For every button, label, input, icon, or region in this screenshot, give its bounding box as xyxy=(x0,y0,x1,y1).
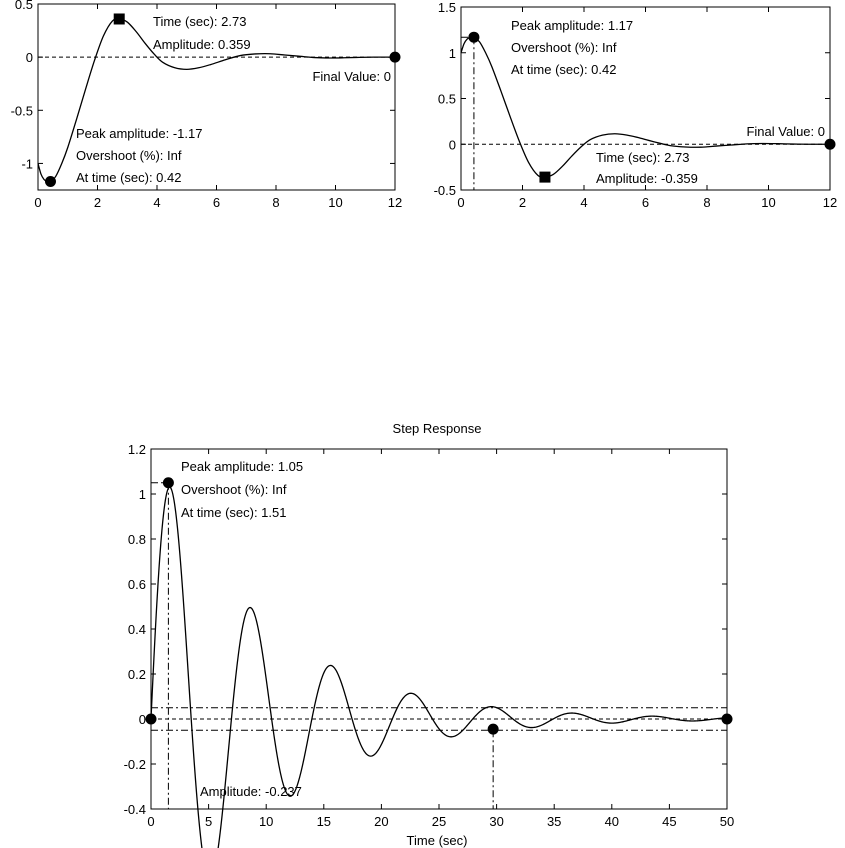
y-tick-label: 0 xyxy=(448,137,456,153)
y-tick-label: 1.5 xyxy=(437,0,456,15)
b-annotation-at-time: At time (sec): 1.51 xyxy=(181,505,287,520)
y-tick-label: 0.5 xyxy=(437,91,456,107)
y-tick-label: -0.4 xyxy=(123,802,146,817)
y-tick-label: 0.5 xyxy=(14,0,33,12)
tl-annotation-amplitude: Amplitude: 0.359 xyxy=(153,37,251,52)
y-tick-label: 1 xyxy=(448,45,456,61)
x-tick-label: 15 xyxy=(316,814,332,829)
tr-annotation-final-value: Final Value: 0 xyxy=(746,124,825,139)
bottom-plot-xlabel: Time (sec) xyxy=(406,833,468,848)
x-tick-label: 10 xyxy=(258,814,274,829)
y-tick-label: 0.8 xyxy=(127,532,146,547)
y-tick-label: 0 xyxy=(138,712,146,727)
bottom-plot-frame xyxy=(151,449,727,809)
x-tick-label: 10 xyxy=(761,195,776,210)
x-tick-label: 12 xyxy=(822,195,838,210)
x-tick-label: 5 xyxy=(204,814,213,829)
tr-annotation-overshoot: Overshoot (%): Inf xyxy=(511,40,617,55)
y-tick-label: -0.5 xyxy=(433,183,456,198)
y-tick-label: 0.2 xyxy=(127,667,146,682)
top-right-step-plot xyxy=(434,0,838,210)
tl-annotation-overshoot: Overshoot (%): Inf xyxy=(76,148,182,163)
b-annotation-peak-amplitude: Peak amplitude: 1.05 xyxy=(181,459,304,474)
x-tick-label: 10 xyxy=(328,195,343,210)
y-tick-label: -0.2 xyxy=(123,757,146,772)
x-tick-label: 2 xyxy=(93,195,102,210)
tr-annotation-peak-amplitude: Peak amplitude: 1.17 xyxy=(511,18,634,33)
tl-annotation-time: Time (sec): 2.73 xyxy=(153,14,247,29)
y-tick-label: 1.2 xyxy=(127,442,146,457)
tr-annotation-time: Time (sec): 2.73 xyxy=(596,150,690,165)
x-tick-label: 6 xyxy=(212,195,221,210)
tr-annotation-at-time: At time (sec): 0.42 xyxy=(511,62,617,77)
tr-annotation-amplitude: Amplitude: -0.359 xyxy=(596,171,698,186)
data-marker-square xyxy=(539,172,550,183)
b-annotation-amplitude: Amplitude: -0.237 xyxy=(200,784,302,799)
y-tick-label: -0.5 xyxy=(10,103,33,119)
x-tick-label: 4 xyxy=(580,195,588,210)
data-marker-circle xyxy=(163,477,174,488)
x-tick-label: 12 xyxy=(387,195,403,210)
y-tick-label: 0 xyxy=(25,50,33,66)
x-tick-label: 25 xyxy=(431,814,447,829)
data-marker-circle xyxy=(468,32,479,43)
x-tick-label: 40 xyxy=(604,814,620,829)
bottom-plot-title: Step Response xyxy=(392,421,482,436)
x-tick-label: 0 xyxy=(457,195,465,210)
y-tick-label: 0.6 xyxy=(127,577,146,592)
x-tick-label: 50 xyxy=(719,814,735,829)
data-marker-square xyxy=(114,13,125,24)
top-left-step-plot xyxy=(11,0,403,210)
x-tick-label: 4 xyxy=(153,195,161,210)
x-tick-label: 0 xyxy=(34,195,42,210)
tl-annotation-peak-amplitude: Peak amplitude: -1.17 xyxy=(76,126,203,141)
x-tick-label: 2 xyxy=(518,195,527,210)
x-tick-label: 45 xyxy=(662,814,677,829)
bottom-step-response-plot xyxy=(124,421,735,848)
y-tick-label: 1 xyxy=(138,487,146,502)
b-annotation-overshoot: Overshoot (%): Inf xyxy=(181,482,287,497)
x-tick-label: 0 xyxy=(147,814,155,829)
x-tick-label: 30 xyxy=(489,814,504,829)
x-tick-label: 6 xyxy=(641,195,650,210)
y-tick-label: 0.4 xyxy=(127,622,146,637)
x-tick-label: 8 xyxy=(703,195,711,210)
tl-annotation-at-time: At time (sec): 0.42 xyxy=(76,170,182,185)
x-tick-label: 20 xyxy=(374,814,389,829)
x-tick-label: 8 xyxy=(272,195,280,210)
x-tick-label: 35 xyxy=(546,814,562,829)
tl-annotation-final-value: Final Value: 0 xyxy=(312,69,391,84)
y-tick-label: -1 xyxy=(21,156,33,172)
data-marker-circle xyxy=(488,724,499,735)
data-marker-circle xyxy=(45,176,56,187)
